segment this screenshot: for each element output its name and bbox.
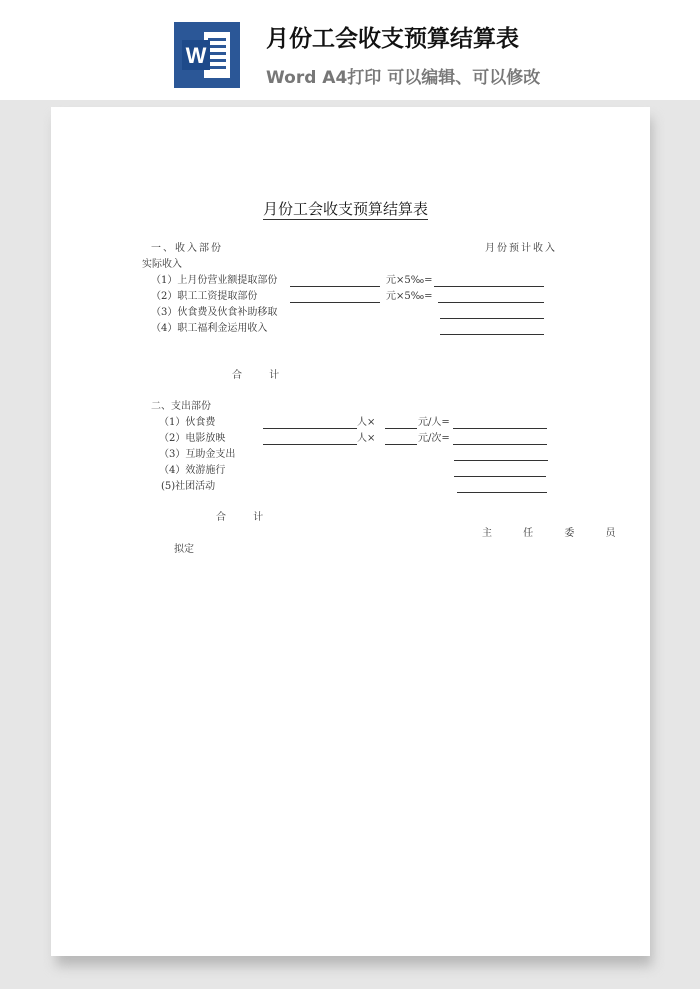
income-item-2: （2）职工工资提取部份 <box>151 291 258 302</box>
document-title: 月份工会收支预算结算表 <box>263 200 429 218</box>
expense-heading: 二、支出部份 <box>151 401 211 412</box>
blank-line <box>290 302 380 303</box>
blank-line <box>438 302 544 303</box>
income-item-1-rate: 元×5‰= <box>386 275 433 286</box>
blank-line <box>263 428 357 429</box>
expense-item-1-unit1: 人× <box>357 417 376 428</box>
income-item-1: （1）上月份营业额提取部份 <box>151 275 278 286</box>
blank-line <box>385 444 417 445</box>
income-item-2-rate: 元×5‰= <box>386 291 433 302</box>
blank-line <box>454 476 546 477</box>
income-item-4: （4）职工福利金运用收入 <box>151 323 268 334</box>
expense-item-2-unit2: 元/次= <box>418 433 450 444</box>
expense-item-3: （3）互助金支出 <box>159 449 236 460</box>
income-heading: 一、收入部份 <box>151 243 223 254</box>
draft-label: 拟定 <box>174 544 194 555</box>
monthly-estimate-label: 月份预计收入 <box>485 243 557 254</box>
expense-item-5: (5)社团活动 <box>161 481 216 492</box>
income-total-label: 合 计 <box>232 370 292 381</box>
banner-subtitle: Word A4打印 可以编辑、可以修改 <box>266 68 541 88</box>
blank-line <box>457 492 547 493</box>
blank-line <box>440 318 544 319</box>
blank-line <box>440 334 544 335</box>
blank-line <box>263 444 357 445</box>
header-banner <box>0 0 700 100</box>
blank-line <box>290 286 380 287</box>
word-document-icon <box>174 22 240 88</box>
expense-item-1: （1）伙食费 <box>159 417 216 428</box>
blank-line <box>453 428 547 429</box>
banner-title: 月份工会收支预算结算表 <box>266 26 519 52</box>
director-label: 主 任 委 员 <box>482 528 630 539</box>
blank-line <box>385 428 417 429</box>
blank-line <box>434 286 544 287</box>
expense-item-2: （2）电影放映 <box>159 433 226 444</box>
svg-text:W: W <box>185 43 207 68</box>
blank-line <box>453 444 547 445</box>
income-item-3: （3）伙食费及伙食补助移取 <box>151 307 278 318</box>
expense-total-label: 合 计 <box>216 512 276 523</box>
document-page <box>51 107 650 956</box>
expense-item-4: （4）效游施行 <box>159 465 226 476</box>
blank-line <box>454 460 548 461</box>
expense-item-1-unit2: 元/人= <box>418 417 450 428</box>
actual-income-label: 实际收入 <box>142 259 182 270</box>
expense-item-2-unit1: 人× <box>357 433 376 444</box>
